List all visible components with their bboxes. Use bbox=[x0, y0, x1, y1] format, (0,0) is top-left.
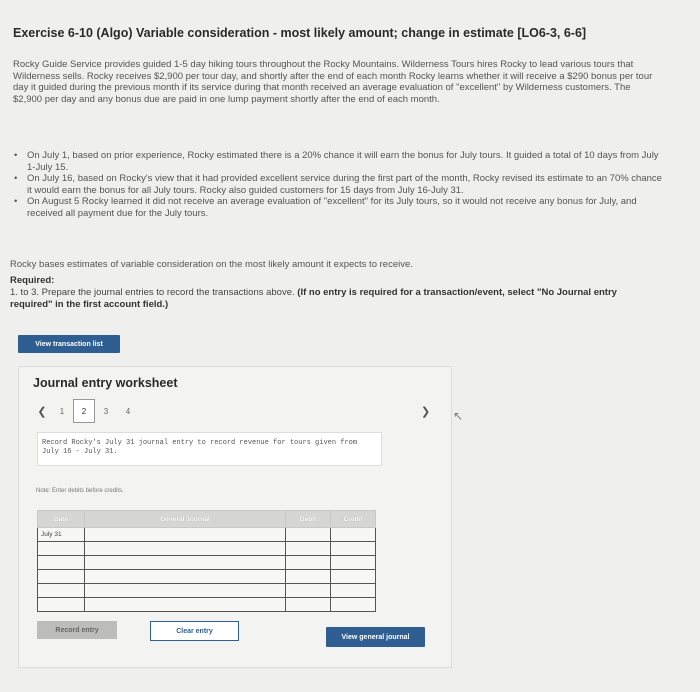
debit-cell[interactable] bbox=[286, 584, 331, 598]
list-item: • On July 16, based on Rocky's view that it had provided excellent service during the first part of the month, Rocky revised its estimate to an 70% chance it would earn the bonus for all July tours. Rocky also guided customers for 15 days from July 16-July 31. bbox=[14, 173, 664, 196]
page-tab-3[interactable]: 3 bbox=[103, 406, 109, 416]
required-note: (If no entry is required for a transaction/event, select "No Journal entry required" in the first account field.) bbox=[10, 287, 617, 310]
view-general-journal-button[interactable]: View general journal bbox=[326, 627, 425, 647]
table-row bbox=[38, 542, 376, 556]
debit-cell[interactable] bbox=[286, 528, 331, 542]
credit-cell[interactable] bbox=[331, 570, 376, 584]
facts-list bbox=[14, 150, 664, 219]
account-cell[interactable] bbox=[85, 542, 286, 556]
table-header-row bbox=[38, 511, 376, 528]
credit-cell[interactable] bbox=[331, 598, 376, 612]
estimate-basis-text: Rocky bases estimates of variable consideration on the most likely amount it expects to receive. bbox=[10, 259, 413, 270]
chevron-left-icon[interactable]: ❮ bbox=[37, 405, 47, 418]
account-cell[interactable] bbox=[85, 570, 286, 584]
column-header-credit: Credit bbox=[331, 511, 376, 528]
exercise-title: Exercise 6-10 (Algo) Variable consideration - most likely amount; change in estimate [LO6-3, 6-6] bbox=[13, 26, 587, 40]
column-header-debit: Debit bbox=[286, 511, 331, 528]
chevron-right-icon[interactable]: ❯ bbox=[421, 406, 431, 418]
intro-paragraph: Rocky Guide Service provides guided 1-5 day hiking tours throughout the Rocky Mountains. Wilderness Tours hires Rocky to lead various tours that Wilderness sells. Rocky receives $2,900 per tour day, and shortly after the end of each month Rocky learns whether it will receive a $290 bonus per tour day it guided during the previous month if its service during that month received an average evaluation of "excellent" by Wilderness customers. The $2,900 per day and any bonus due are paid in one lump payment shortly after the end of each month. bbox=[13, 59, 653, 105]
clear-entry-button[interactable]: Clear entry bbox=[150, 621, 239, 641]
date-cell[interactable] bbox=[38, 584, 85, 598]
date-cell[interactable] bbox=[38, 542, 85, 556]
account-cell[interactable] bbox=[85, 584, 286, 598]
column-header-general-journal: General Journal bbox=[85, 511, 286, 528]
worksheet-pager bbox=[33, 399, 139, 423]
account-cell[interactable] bbox=[85, 528, 286, 542]
list-item: • On July 1, based on prior experience, Rocky estimated there is a 20% chance it will earn the bonus for July tours. It guided a total of 10 days from July 1-July 15. bbox=[14, 150, 664, 173]
list-item: • On August 5 Rocky learned it did not receive an average evaluation of "excellent" for its July tours, so it would not receive any bonus for July, and received all payment due for the July tours. bbox=[14, 196, 664, 219]
table-row bbox=[38, 598, 376, 612]
view-transaction-list-button[interactable]: View transaction list bbox=[18, 335, 120, 353]
credit-cell[interactable] bbox=[331, 528, 376, 542]
page-tab-4[interactable]: 4 bbox=[125, 406, 131, 416]
mouse-pointer-icon: ↖ bbox=[453, 409, 464, 423]
debit-cell[interactable] bbox=[286, 598, 331, 612]
account-cell[interactable] bbox=[85, 556, 286, 570]
table-row bbox=[38, 584, 376, 598]
debit-cell[interactable] bbox=[286, 556, 331, 570]
required-instruction: 1. to 3. Prepare the journal entries to record the transactions above. bbox=[10, 287, 295, 298]
record-entry-button[interactable]: Record entry bbox=[37, 621, 117, 639]
table-row bbox=[38, 528, 376, 542]
table-row bbox=[38, 570, 376, 584]
credit-cell[interactable] bbox=[331, 542, 376, 556]
worksheet-title: Journal entry worksheet bbox=[33, 376, 178, 390]
required-label: Required: bbox=[10, 275, 55, 286]
account-cell[interactable] bbox=[85, 598, 286, 612]
worksheet-note: Note: Enter debits before credits. bbox=[36, 488, 124, 494]
table-row bbox=[38, 556, 376, 570]
date-cell[interactable] bbox=[38, 570, 85, 584]
debit-cell[interactable] bbox=[286, 570, 331, 584]
page-tab-2[interactable]: 2 bbox=[73, 399, 95, 423]
date-cell[interactable]: July 31 bbox=[38, 528, 85, 542]
debit-cell[interactable] bbox=[286, 542, 331, 556]
credit-cell[interactable] bbox=[331, 584, 376, 598]
column-header-date: Date bbox=[38, 511, 85, 528]
credit-cell[interactable] bbox=[331, 556, 376, 570]
journal-table bbox=[37, 510, 376, 612]
date-cell[interactable] bbox=[38, 556, 85, 570]
required-text bbox=[10, 287, 650, 310]
worksheet-instruction: Record Rocky's July 31 journal entry to record revenue for tours given from July 16 - July 31. bbox=[37, 432, 382, 466]
date-cell[interactable] bbox=[38, 598, 85, 612]
page-tab-1[interactable]: 1 bbox=[59, 406, 65, 416]
